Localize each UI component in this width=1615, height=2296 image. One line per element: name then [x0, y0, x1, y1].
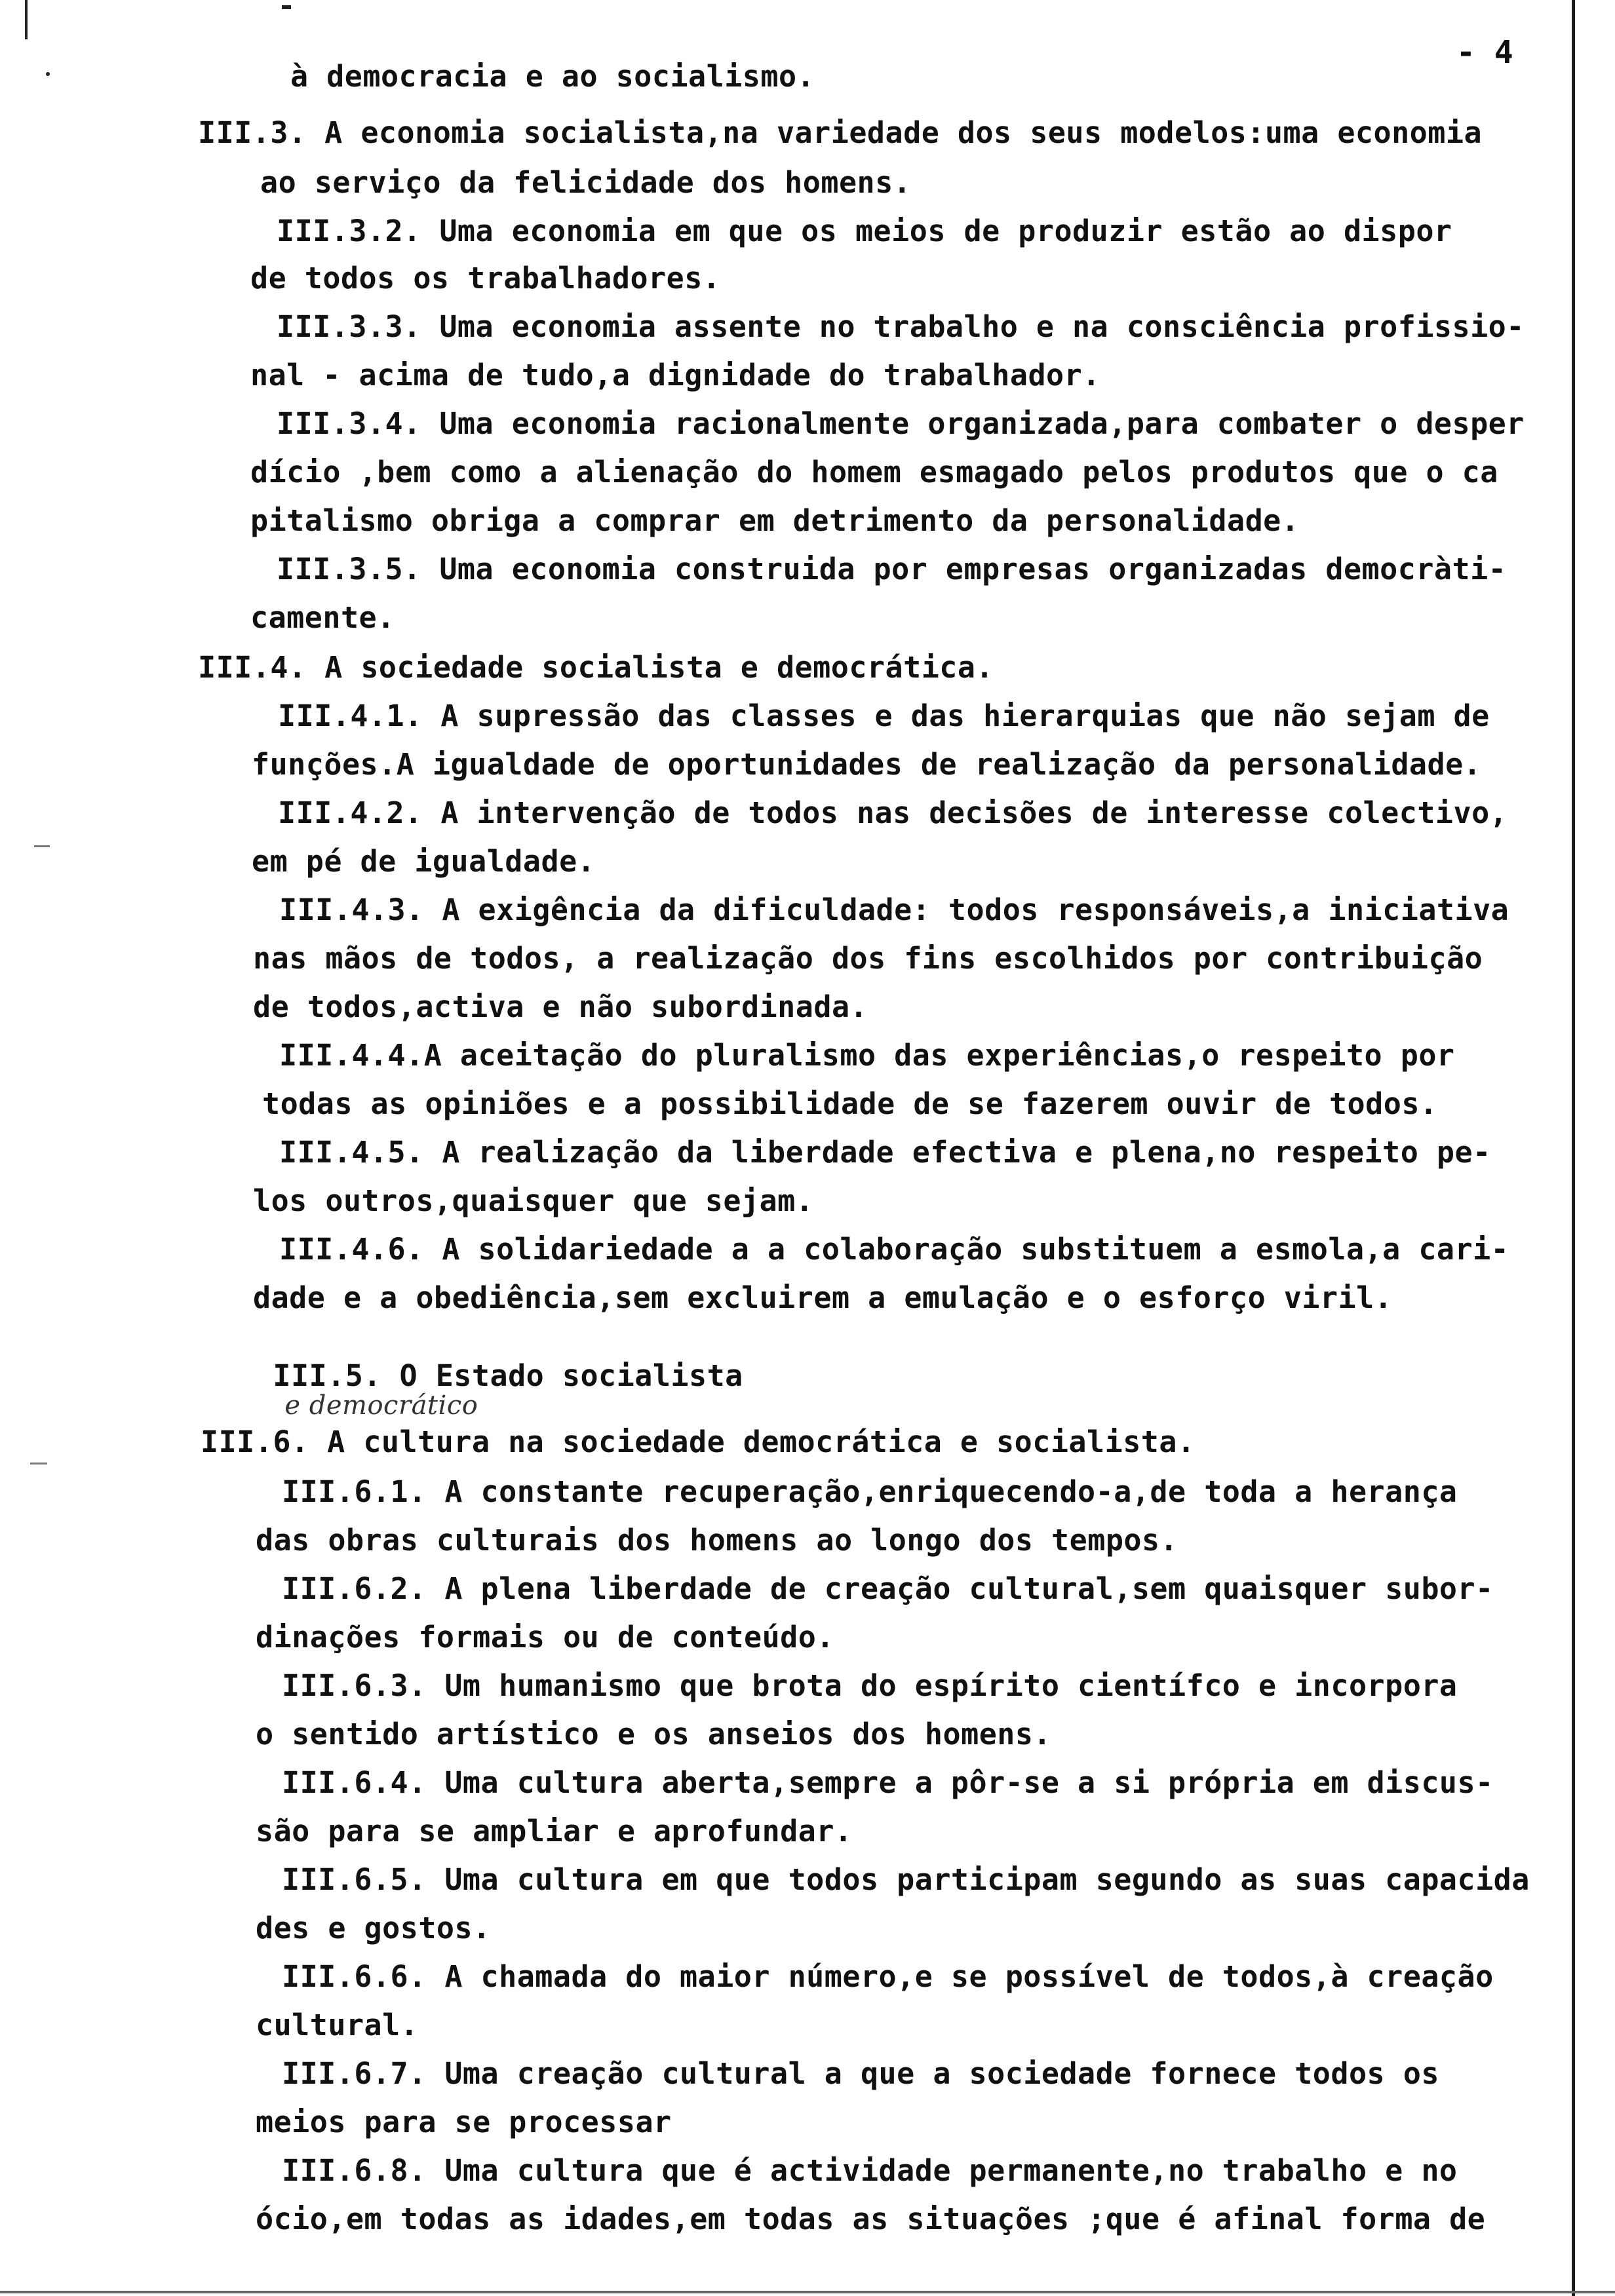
- text-line: nas mãos de todos, a realização dos fins escolhidos por contribuição: [253, 941, 1483, 976]
- text-line: de todos os trabalhadores.: [250, 261, 721, 296]
- text-line: III.6.4. Uma cultura aberta,sempre a pôr-se a si própria em discus-: [282, 1765, 1494, 1800]
- page-number: - 4: [1456, 34, 1513, 71]
- text-line: III.4.6. A solidariedade a a colaboração substituem a esmola,a cari-: [279, 1232, 1509, 1267]
- handwritten-note: e democrático: [284, 1390, 478, 1421]
- text-line: das obras culturais dos homens ao longo dos tempos.: [256, 1523, 1178, 1558]
- text-line: III.6.3. Um humanismo que brota do espírito científco e incorpora: [282, 1668, 1458, 1703]
- text-line: em pé de igualdade.: [252, 844, 596, 879]
- text-line: los outros,quaisquer que sejam.: [253, 1183, 814, 1218]
- text-line: o sentido artístico e os anseios dos homens.: [256, 1717, 1052, 1751]
- text-line: dinações formais ou de conteúdo.: [256, 1620, 834, 1655]
- text-line: III.3.2. Uma economia em que os meios de produzir estão ao dispor: [277, 214, 1452, 248]
- text-line: pitalismo obriga a comprar em detrimento da personalidade.: [250, 503, 1300, 538]
- margin-mark: [30, 1463, 47, 1464]
- text-line: dício ,bem como a alienação do homem esmagado pelos produtos que o ca: [250, 455, 1498, 489]
- text-line: nal - acima de tudo,a dignidade do trabalhador.: [250, 358, 1100, 392]
- text-line: de todos,activa e não subordinada.: [253, 989, 868, 1024]
- heading-line: III.6. A cultura na sociedade democrática e socialista.: [201, 1425, 1196, 1459]
- text-line: III.6.2. A plena liberdade de creação cultural,sem quaisquer subor-: [282, 1571, 1494, 1606]
- margin-mark: [46, 72, 50, 76]
- margin-mark: [34, 845, 50, 847]
- text-line: todas as opiniões e a possibilidade de se fazerem ouvir de todos.: [262, 1086, 1438, 1121]
- text-line: meios para se processar: [256, 2105, 672, 2139]
- text-line: são para se ampliar e aprofundar.: [256, 1814, 853, 1848]
- text-line: III.4.3. A exigência da dificuldade: todos responsáveis,a iniciativa: [279, 892, 1509, 927]
- heading-line: III.4. A sociedade socialista e democrática.: [198, 650, 994, 685]
- text-line: dade e a obediência,sem excluirem a emulação e o esforço viril.: [253, 1280, 1393, 1315]
- text-line: III.6.1. A constante recuperação,enriquecendo-a,de toda a herança: [282, 1474, 1458, 1509]
- text-line: ao serviço da felicidade dos homens.: [260, 165, 912, 200]
- right-margin-line: [1572, 0, 1575, 2296]
- text-line: III.6.8. Uma cultura que é actividade permanente,no trabalho e no: [282, 2153, 1458, 2188]
- text-line: III.4.2. A intervenção de todos nas decisões de interesse colectivo,: [278, 795, 1508, 830]
- margin-mark: [282, 5, 291, 9]
- text-line: ócio,em todas as idades,em todas as situações ;que é afinal forma de: [256, 2202, 1486, 2236]
- bottom-edge-line: [0, 2291, 1615, 2293]
- heading-line: III.3. A economia socialista,na variedade dos seus modelos:uma economia: [198, 115, 1483, 150]
- text-line: III.6.5. Uma cultura em que todos participam segundo as suas capacida: [282, 1862, 1530, 1897]
- heading-text: III.5. O Estado socialista: [273, 1358, 743, 1393]
- text-line: III.6.6. A chamada do maior número,e se possível de todos,à creação: [282, 1959, 1494, 1994]
- text-line: III.4.5. A realização da liberdade efectiva e plena,no respeito pe-: [279, 1135, 1491, 1170]
- text-line: III.4.1. A supressão das classes e das hierarquias que não sejam de: [278, 698, 1490, 733]
- text-line: III.4.4.A aceitação do pluralismo das experiências,o respeito por: [279, 1038, 1455, 1073]
- text-line: III.3.4. Uma economia racionalmente organizada,para combater o desper: [277, 406, 1525, 441]
- text-line: III.3.3. Uma economia assente no trabalho e na consciência profissio-: [277, 309, 1525, 344]
- text-line: camente.: [250, 600, 395, 635]
- text-line: cultural.: [256, 2008, 419, 2042]
- text-line: des e gostos.: [256, 1911, 491, 1945]
- margin-mark: [25, 0, 28, 39]
- text-line: à democracia e ao socialismo.: [290, 59, 815, 94]
- text-line: funções.A igualdade de oportunidades de realização da personalidade.: [252, 747, 1482, 782]
- text-line: III.6.7. Uma creação cultural a que a sociedade fornece todos os: [282, 2056, 1439, 2091]
- text-line: III.3.5. Uma economia construida por empresas organizadas democràti-: [277, 552, 1507, 586]
